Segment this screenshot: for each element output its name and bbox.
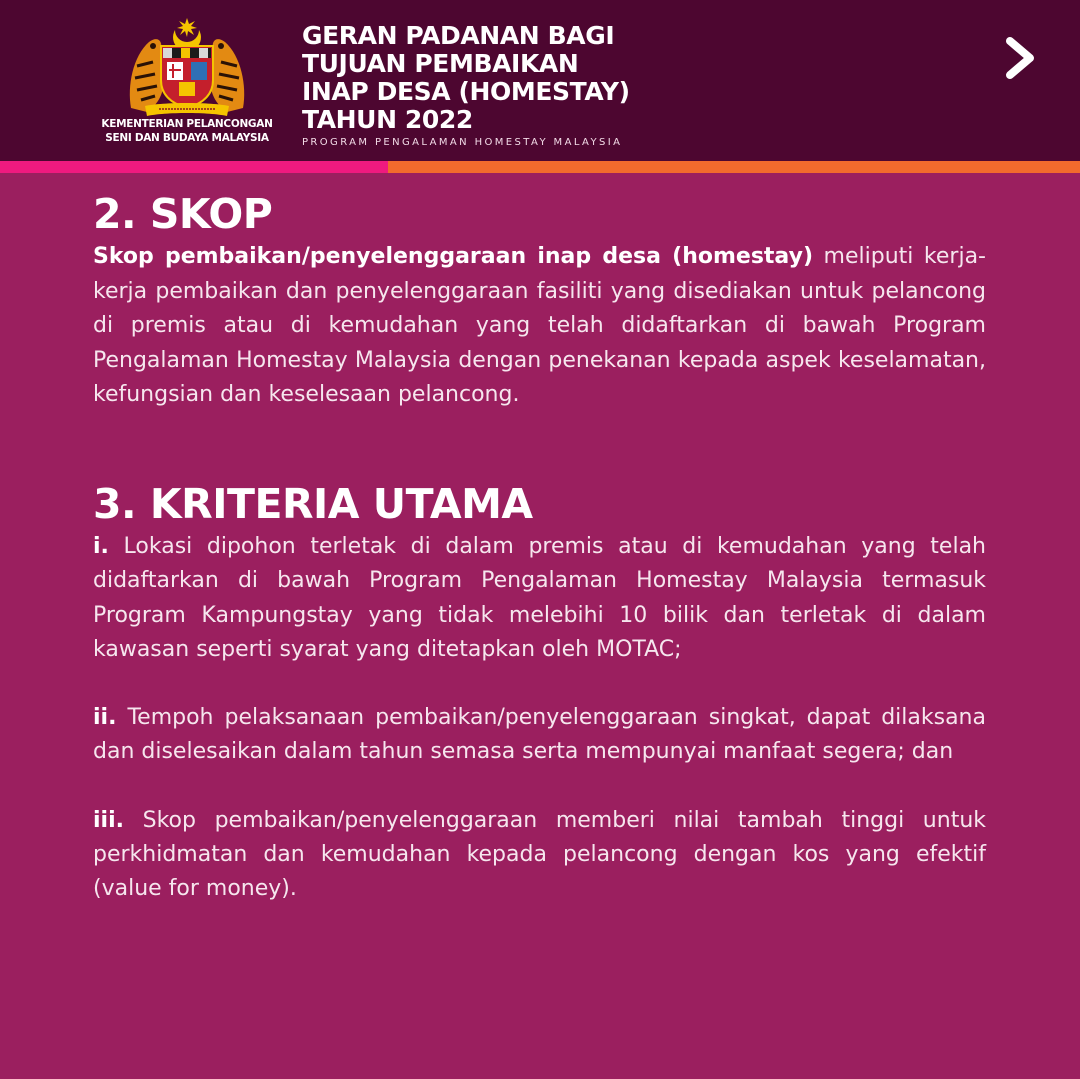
title-line: TUJUAN PEMBAIKAN — [302, 49, 579, 78]
criteria-item — [93, 530, 986, 667]
ministry-name-line1: KEMENTERIAN PELANCONGAN — [101, 118, 273, 130]
ministry-logo — [100, 12, 274, 152]
criteria-text: Tempoh pelaksanaan pembaikan/penyelenggaraan singkat, dapat dilaksana dan diselesaikan dalam tahun semasa serta mempunyai manfaat segera; dan — [93, 705, 986, 765]
criteria-marker: ii. — [93, 705, 117, 731]
chevron-right-icon[interactable] — [1000, 34, 1040, 82]
section-heading-skop: 2. SKOP — [93, 190, 273, 238]
section-kriteria — [93, 478, 986, 907]
criteria-text: Skop pembaikan/penyelenggaraan memberi nilai tambah tinggi untuk perkhidmatan dan kemudahan kepada pelancong dengan kos yang efektif (value for money). — [93, 807, 986, 902]
title-line: TAHUN 2022 — [302, 105, 473, 134]
criteria-text: Lokasi dipohon terletak di dalam premis atau di kemudahan yang telah didaftarkan di bawah Program Pengalaman Homestay Malaysia termasuk Program Kampungstay yang tidak melebihi 10 bilik dan terletak di dalam kawasan seperti syarat yang ditetapkan oleh MOTAC; — [93, 534, 986, 662]
criteria-item — [93, 701, 986, 770]
header-bar — [0, 0, 1080, 161]
title-line: INAP DESA (HOMESTAY) — [302, 77, 630, 106]
criteria-marker: iii. — [93, 807, 124, 833]
accent-stripe-orange — [388, 161, 1080, 173]
malaysia-coat-of-arms-icon — [123, 16, 251, 120]
section-skop — [93, 188, 986, 478]
program-subtitle: PROGRAM PENGALAMAN HOMESTAY MALAYSIA — [302, 137, 623, 148]
page-title — [302, 22, 722, 134]
ministry-name — [100, 117, 274, 145]
ministry-name-line2: SENI DAN BUDAYA MALAYSIA — [105, 132, 269, 144]
section-heading-kriteria: 3. KRITERIA UTAMA — [93, 480, 533, 528]
skop-bold-lead: Skop pembaikan/penyelenggaraan inap desa (homestay) — [93, 244, 813, 269]
skop-paragraph — [93, 240, 986, 413]
criteria-item — [93, 804, 986, 907]
accent-stripe-pink — [0, 161, 388, 173]
skop-body-text: meliputi kerja-kerja pembaikan dan penyelenggaraan fasiliti yang disediakan untuk pelancong di premis atau di kemudahan yang telah didaftarkan di bawah Program Pengalaman Homestay Malaysia dengan penekanan kepada aspek keselamatan, kefungsian dan keselesaan pelancong. — [93, 244, 986, 408]
criteria-marker: i. — [93, 534, 109, 559]
main-content — [93, 188, 986, 941]
title-line: GERAN PADANAN BAGI — [302, 21, 615, 50]
